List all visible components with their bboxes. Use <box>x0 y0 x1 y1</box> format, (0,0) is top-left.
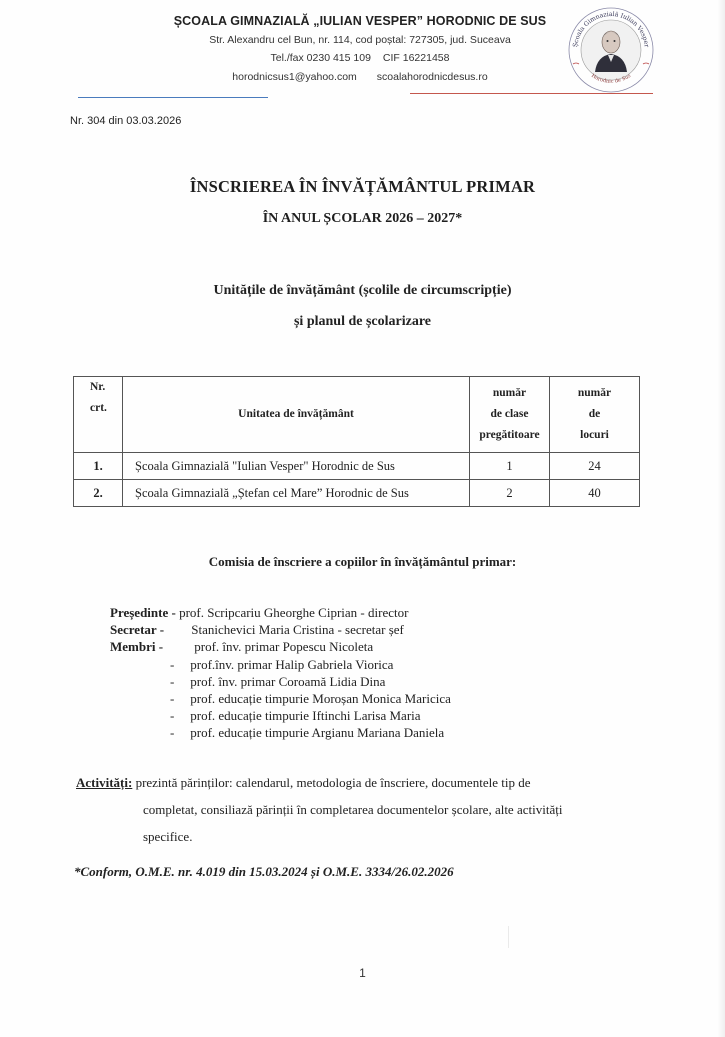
header-classes-line2: de clase <box>490 408 529 420</box>
member-name: prof. înv. primar Coroamă Lidia Dina <box>190 673 386 689</box>
document-number: Nr. 304 din 03.03.2026 <box>70 115 182 127</box>
members-role: Membri - <box>110 639 164 655</box>
commission-title: Comisia de înscriere a copiilor în învățământul primar: <box>208 554 517 569</box>
list-dash: - <box>170 708 175 724</box>
member-name: prof. educație timpurie Iftinchi Larisa Maria <box>190 708 421 724</box>
table-header-row <box>74 377 640 453</box>
header-unit: Unitatea de învățământ <box>123 377 470 453</box>
header-nr-line2: crt. <box>90 402 107 414</box>
school-contact-line <box>150 52 570 64</box>
school-cif: CIF 16221458 <box>382 52 450 64</box>
cell-classes: 1 <box>470 453 550 480</box>
school-name: ȘCOALA GIMNAZIALĂ „IULIAN VESPER” HORODNIC DE SUS <box>173 14 547 28</box>
cell-classes: 2 <box>470 480 550 507</box>
member-row <box>110 638 451 655</box>
commission-members-list <box>110 604 451 742</box>
secretary-role: Secretar - <box>110 622 165 638</box>
section-heading-units: Unitățile de învățământ (școlile de circumscripție) <box>213 283 512 298</box>
cell-unit: Școala Gimnazială "Iulian Vesper" Horodnic de Sus <box>123 453 470 480</box>
member-row <box>110 690 451 707</box>
school-phone: Tel./fax 0230 415 109 <box>270 52 371 64</box>
header-nr-crt <box>74 377 123 453</box>
president-role: Președinte - <box>110 605 176 620</box>
header-places-line2: de <box>588 408 601 420</box>
header-nr-line1: Nr. <box>90 381 106 393</box>
member-row <box>110 673 451 690</box>
header-places-line1: număr <box>577 387 612 399</box>
seal-text-bottom: Horodnic de Sus <box>590 72 633 85</box>
scan-artifact <box>508 926 509 948</box>
header-classes-line1: număr <box>492 387 527 399</box>
president-name: prof. Scripcariu Gheorghe Ciprian - director <box>179 605 409 620</box>
list-dash: - <box>170 673 175 689</box>
cell-nr: 1. <box>74 453 123 480</box>
activities-label: Activități: <box>76 775 133 790</box>
secretary-row <box>110 621 451 638</box>
member-name: prof. înv. primar Popescu Nicoleta <box>194 639 374 655</box>
header-classes-line3: pregătitoare <box>479 429 540 441</box>
header-classes <box>470 377 550 453</box>
seal-text-top: Școala Gimnazială Iulian Vesper <box>572 10 650 48</box>
member-name: prof.înv. primar Halip Gabriela Viorica <box>190 656 394 672</box>
activities-text-line3: specifice. <box>143 829 193 844</box>
document-title-year: ÎN ANUL ȘCOLAR 2026 – 2027* <box>262 211 463 226</box>
legal-footnote: *Conform, O.M.E. nr. 4.019 din 15.03.2024 și O.M.E. 3334/26.02.2026 <box>74 864 454 879</box>
list-dash: - <box>170 691 175 707</box>
school-website: scoalahorodnicdesus.ro <box>376 71 488 83</box>
cell-places: 40 <box>550 480 640 507</box>
member-row <box>110 724 451 741</box>
president-row <box>110 604 451 621</box>
scan-edge-shadow <box>717 0 725 1037</box>
header-divider-blue <box>78 97 268 98</box>
activities-paragraph <box>76 769 636 850</box>
school-online-line <box>150 71 570 83</box>
letterhead <box>150 14 570 83</box>
activities-text-line2: completat, consiliază părinții în completarea documentelor școlare, alte activități <box>143 802 563 817</box>
member-name: prof. educație timpurie Argianu Mariana Daniela <box>190 725 445 741</box>
cell-places: 24 <box>550 453 640 480</box>
table-row <box>74 453 640 480</box>
member-name: prof. educație timpurie Moroșan Monica Maricica <box>190 691 451 707</box>
list-dash: - <box>170 725 175 741</box>
schooling-plan-table <box>73 376 640 507</box>
header-places <box>550 377 640 453</box>
section-heading-plan: și planul de școlarizare <box>293 314 432 329</box>
header-places-line3: locuri <box>580 429 609 441</box>
secretary-name: Stanichevici Maria Cristina - secretar șef <box>191 622 404 638</box>
table-row <box>74 480 640 507</box>
school-email: horodnicsus1@yahoo.com <box>232 71 357 83</box>
member-row <box>110 656 451 673</box>
list-dash: - <box>170 656 175 672</box>
cell-unit: Școala Gimnazială „Ștefan cel Mare” Horodnic de Sus <box>123 480 470 507</box>
activities-text-line1: prezintă părinților: calendarul, metodologia de înscriere, documentele tip de <box>135 775 531 790</box>
page-number: 1 <box>359 966 366 980</box>
member-row <box>110 707 451 724</box>
school-seal-logo <box>567 6 655 94</box>
document-title: ÎNSCRIEREA ÎN ÎNVĂȚĂMÂNTUL PRIMAR <box>189 177 536 196</box>
school-address: Str. Alexandru cel Bun, nr. 114, cod poștal: 727305, jud. Suceava <box>209 34 511 46</box>
cell-nr: 2. <box>74 480 123 507</box>
